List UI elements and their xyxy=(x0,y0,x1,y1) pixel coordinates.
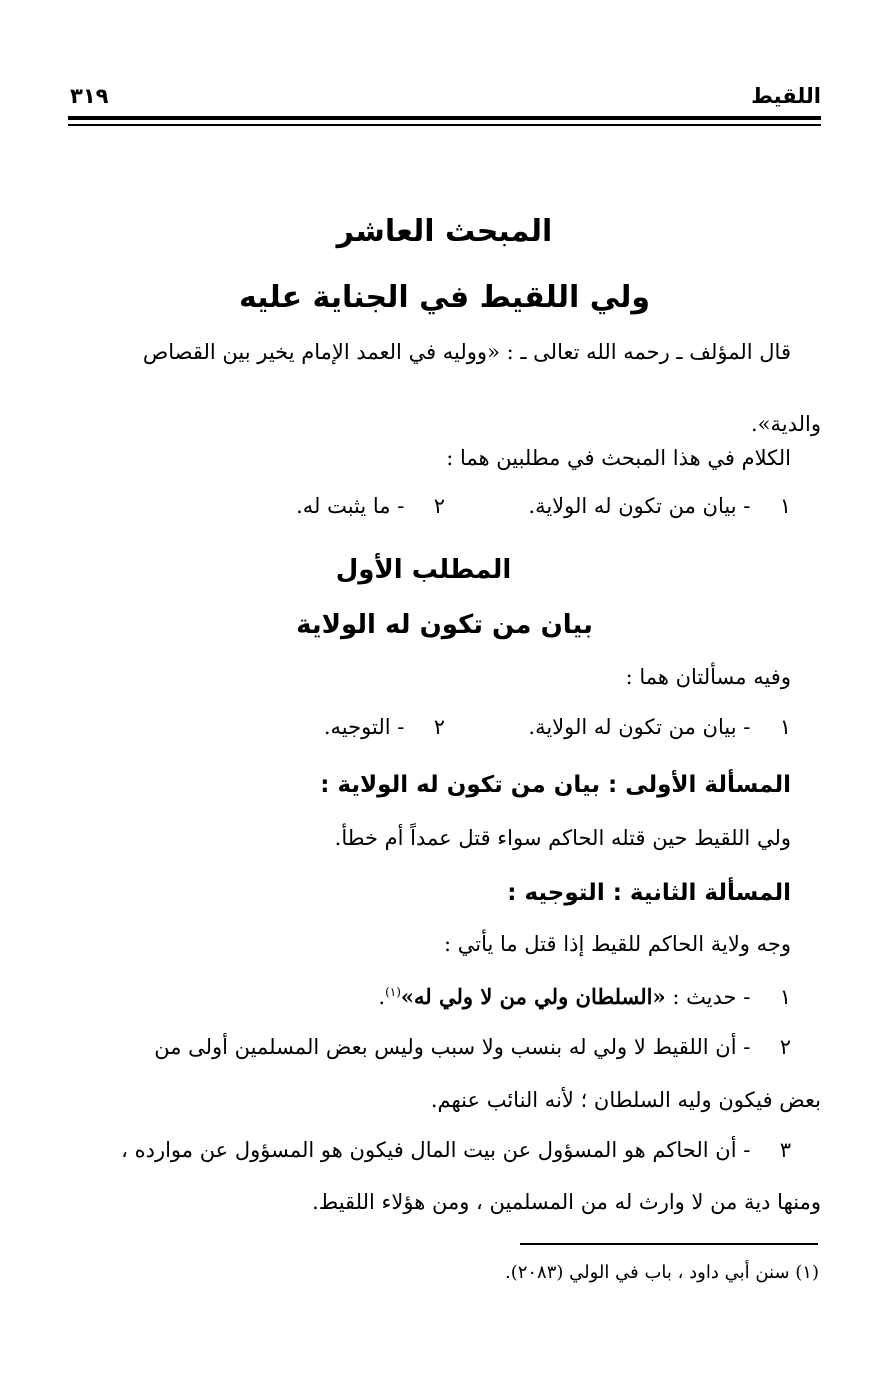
header-rule-thin xyxy=(68,124,821,126)
point-number: ١ xyxy=(779,985,791,1009)
point-1: ١ - حديث : «السلطان ولي من لا ولي له»$^{(١)}$. xyxy=(378,984,791,1009)
footnote-ref: (١) xyxy=(385,985,401,999)
point-3-line-1: ٣ - أن الحاكم هو المسؤول عن بيت المال فيكون هو المسؤول عن موارده ، xyxy=(121,1138,791,1162)
masala-1-heading: المسألة الأولى : بيان من تكون له الولاية : xyxy=(320,772,791,798)
point-number: ٣ xyxy=(779,1138,791,1162)
running-header xyxy=(70,78,821,114)
masala-1-text: ولي اللقيط حين قتله الحاكم سواء قتل عمداً أم خطأ. xyxy=(334,826,791,850)
chapter-title: اللقيط xyxy=(751,84,821,108)
point-3-line-2: ومنها دية من لا وارث له من المسلمين ، ومن هؤلاء اللقيط. xyxy=(312,1190,821,1214)
intro-line-3: الكلام في هذا المبحث في مطلبين هما : xyxy=(446,446,791,470)
point-2-line-2: بعض فيكون وليه السلطان ؛ لأنه النائب عنهم. xyxy=(430,1088,821,1112)
matlab-intro: وفيه مسألتان هما : xyxy=(625,665,791,689)
page-number: ٣١٩ xyxy=(70,84,109,108)
intro-list xyxy=(296,494,791,518)
intro-line-2: والدية». xyxy=(750,412,821,436)
list-number: ١ xyxy=(779,494,791,518)
list-item: - ما يثبت له. xyxy=(296,494,405,518)
intro-line-1: قال المؤلف ـ رحمه الله تعالى ـ : «ووليه في العمد الإمام يخير بين القصاص xyxy=(142,340,791,364)
footnote-separator xyxy=(520,1243,818,1245)
hadith-quote: «السلطان ولي من لا ولي له» xyxy=(400,984,666,1009)
section-title: المبحث العاشر xyxy=(336,214,553,249)
list-item: - بيان من تكون له الولاية. xyxy=(528,494,751,518)
point-2-line-1: ٢ - أن اللقيط لا ولي له بنسب ولا سبب وليس بعض المسلمين أولى من xyxy=(154,1035,791,1059)
point-number: ٢ xyxy=(779,1035,791,1059)
list-number: ٢ xyxy=(433,494,446,518)
footnote: (١) سنن أبي داود ، باب في الولي (٢٠٨٣). xyxy=(504,1262,819,1283)
section-subtitle: ولي اللقيط في الجناية عليه xyxy=(238,280,651,315)
matlab-title: المطلب الأول xyxy=(335,555,512,585)
list-number: ١ xyxy=(779,715,791,739)
point-lead: - حديث : xyxy=(672,985,751,1009)
masala-2-heading: المسألة الثانية : التوجيه : xyxy=(507,880,791,906)
matlab-list xyxy=(324,715,791,739)
header-rule-thick xyxy=(68,116,821,120)
matlab-subtitle: بيان من تكون له الولاية xyxy=(296,610,593,640)
list-item: - بيان من تكون له الولاية. xyxy=(528,715,751,739)
list-item: - التوجيه. xyxy=(323,715,405,739)
list-number: ٢ xyxy=(433,715,446,739)
masala-2-intro: وجه ولاية الحاكم للقيط إذا قتل ما يأتي : xyxy=(443,932,791,956)
